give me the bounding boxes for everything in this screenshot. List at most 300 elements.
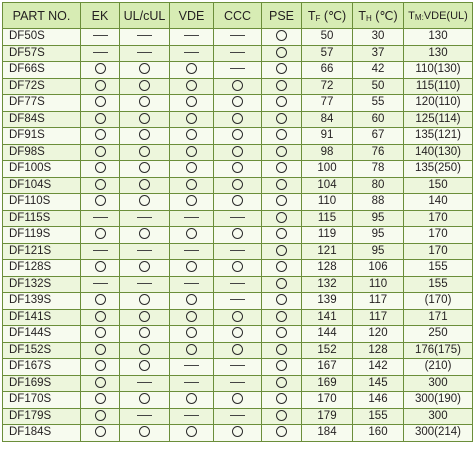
- tf-value-cell: 144: [302, 326, 353, 343]
- table-row: [3, 227, 473, 244]
- certified-circle-icon: [95, 179, 106, 190]
- ek-cell: [81, 78, 120, 95]
- vde-cell: [170, 45, 214, 62]
- part-number-cell: DF57S: [3, 45, 81, 62]
- vde-cell: [170, 342, 214, 359]
- certified-circle-icon: [276, 393, 287, 404]
- ul-cell: [120, 45, 170, 62]
- ek-cell: [81, 293, 120, 310]
- ek-cell: [81, 95, 120, 112]
- tm-value-cell: 170: [404, 210, 473, 227]
- ul-cell: [120, 326, 170, 343]
- part-number-cell: DF128S: [3, 260, 81, 277]
- table-row: [3, 194, 473, 211]
- table-row: [3, 293, 473, 310]
- certified-circle-icon: [276, 179, 287, 190]
- not-certified-dash-icon: [230, 299, 245, 300]
- certified-circle-icon: [276, 278, 287, 289]
- certified-circle-icon: [95, 377, 106, 388]
- ek-cell: [81, 210, 120, 227]
- certified-circle-icon: [276, 162, 287, 173]
- ul-cell: [120, 227, 170, 244]
- pse-cell: [262, 243, 302, 260]
- ccc-cell: [214, 359, 262, 376]
- part-number-cell: DF169S: [3, 375, 81, 392]
- ek-cell: [81, 276, 120, 293]
- tm-value-cell: 176(175): [404, 342, 473, 359]
- certified-circle-icon: [139, 80, 150, 91]
- ccc-cell: [214, 111, 262, 128]
- ul-cell: [120, 62, 170, 79]
- part-number-cell: DF66S: [3, 62, 81, 79]
- header-tf-unit: (℃): [320, 9, 347, 23]
- certified-circle-icon: [139, 228, 150, 239]
- vde-cell: [170, 243, 214, 260]
- certified-circle-icon: [186, 195, 197, 206]
- part-number-cell: DF77S: [3, 95, 81, 112]
- ccc-cell: [214, 408, 262, 425]
- not-certified-dash-icon: [93, 35, 108, 36]
- ek-cell: [81, 359, 120, 376]
- header-tf: [302, 3, 353, 29]
- ul-cell: [120, 95, 170, 112]
- tm-value-cell: 155: [404, 260, 473, 277]
- part-number-cell: DF152S: [3, 342, 81, 359]
- certified-circle-icon: [232, 228, 243, 239]
- ccc-cell: [214, 243, 262, 260]
- table-row: [3, 260, 473, 277]
- part-number-cell: DF100S: [3, 161, 81, 178]
- header-tm: [404, 3, 473, 29]
- certified-circle-icon: [139, 327, 150, 338]
- ul-cell: [120, 144, 170, 161]
- not-certified-dash-icon: [230, 217, 245, 218]
- not-certified-dash-icon: [137, 217, 152, 218]
- vde-cell: [170, 161, 214, 178]
- ul-cell: [120, 425, 170, 442]
- ek-cell: [81, 62, 120, 79]
- certified-circle-icon: [139, 113, 150, 124]
- ek-cell: [81, 326, 120, 343]
- th-value-cell: 60: [353, 111, 404, 128]
- vde-cell: [170, 359, 214, 376]
- ccc-cell: [214, 29, 262, 46]
- certified-circle-icon: [276, 146, 287, 157]
- ul-cell: [120, 128, 170, 145]
- certified-circle-icon: [276, 63, 287, 74]
- not-certified-dash-icon: [230, 365, 245, 366]
- vde-cell: [170, 29, 214, 46]
- certified-circle-icon: [139, 393, 150, 404]
- pse-cell: [262, 78, 302, 95]
- table-row: [3, 276, 473, 293]
- pse-cell: [262, 326, 302, 343]
- ek-cell: [81, 425, 120, 442]
- tm-value-cell: 135(250): [404, 161, 473, 178]
- header-vde: VDE: [170, 3, 214, 29]
- part-number-cell: DF84S: [3, 111, 81, 128]
- table-row: [3, 375, 473, 392]
- certified-circle-icon: [186, 146, 197, 157]
- part-number-cell: DF91S: [3, 128, 81, 145]
- tf-value-cell: 121: [302, 243, 353, 260]
- tf-value-cell: 152: [302, 342, 353, 359]
- table-row: [3, 210, 473, 227]
- not-certified-dash-icon: [137, 382, 152, 383]
- not-certified-dash-icon: [184, 35, 199, 36]
- ek-cell: [81, 111, 120, 128]
- vde-cell: [170, 144, 214, 161]
- pse-cell: [262, 392, 302, 409]
- not-certified-dash-icon: [184, 365, 199, 366]
- certified-circle-icon: [186, 426, 197, 437]
- certified-circle-icon: [139, 146, 150, 157]
- certified-circle-icon: [232, 311, 243, 322]
- th-value-cell: 95: [353, 243, 404, 260]
- not-certified-dash-icon: [184, 250, 199, 251]
- certified-circle-icon: [232, 393, 243, 404]
- tm-value-cell: 110(130): [404, 62, 473, 79]
- tm-value-cell: 130: [404, 45, 473, 62]
- certified-circle-icon: [276, 294, 287, 305]
- ccc-cell: [214, 45, 262, 62]
- tm-value-cell: 170: [404, 227, 473, 244]
- certified-circle-icon: [95, 426, 106, 437]
- vde-cell: [170, 62, 214, 79]
- table-row: [3, 78, 473, 95]
- certified-circle-icon: [139, 179, 150, 190]
- tf-value-cell: 57: [302, 45, 353, 62]
- table-row: [3, 62, 473, 79]
- tm-value-cell: 115(110): [404, 78, 473, 95]
- ek-cell: [81, 45, 120, 62]
- certified-circle-icon: [232, 96, 243, 107]
- certified-circle-icon: [232, 195, 243, 206]
- certified-circle-icon: [139, 96, 150, 107]
- tm-value-cell: 140(130): [404, 144, 473, 161]
- vde-cell: [170, 78, 214, 95]
- tf-value-cell: 119: [302, 227, 353, 244]
- pse-cell: [262, 293, 302, 310]
- header-tm-unit: VDE(UL): [423, 9, 468, 22]
- tm-value-cell: 155: [404, 276, 473, 293]
- tf-value-cell: 84: [302, 111, 353, 128]
- tf-value-cell: 50: [302, 29, 353, 46]
- certified-circle-icon: [139, 63, 150, 74]
- not-certified-dash-icon: [230, 283, 245, 284]
- tf-value-cell: 169: [302, 375, 353, 392]
- certified-circle-icon: [139, 360, 150, 371]
- certified-circle-icon: [95, 146, 106, 157]
- ccc-cell: [214, 95, 262, 112]
- tf-value-cell: 170: [302, 392, 353, 409]
- pse-cell: [262, 408, 302, 425]
- certified-circle-icon: [95, 80, 106, 91]
- certified-circle-icon: [276, 377, 287, 388]
- pse-cell: [262, 62, 302, 79]
- certified-circle-icon: [95, 195, 106, 206]
- th-value-cell: 145: [353, 375, 404, 392]
- ul-cell: [120, 408, 170, 425]
- part-number-cell: DF50S: [3, 29, 81, 46]
- th-value-cell: 146: [353, 392, 404, 409]
- tf-value-cell: 72: [302, 78, 353, 95]
- certified-circle-icon: [186, 129, 197, 140]
- pse-cell: [262, 177, 302, 194]
- pse-cell: [262, 359, 302, 376]
- certified-circle-icon: [276, 228, 287, 239]
- ccc-cell: [214, 375, 262, 392]
- certified-circle-icon: [276, 344, 287, 355]
- certified-circle-icon: [232, 129, 243, 140]
- ccc-cell: [214, 128, 262, 145]
- ek-cell: [81, 194, 120, 211]
- certified-circle-icon: [232, 80, 243, 91]
- not-certified-dash-icon: [93, 283, 108, 284]
- tm-value-cell: 300(190): [404, 392, 473, 409]
- tm-value-cell: 170: [404, 243, 473, 260]
- tm-value-cell: (170): [404, 293, 473, 310]
- header-ul: UL/cUL: [120, 3, 170, 29]
- table-row: [3, 243, 473, 260]
- ul-cell: [120, 359, 170, 376]
- tm-value-cell: 135(121): [404, 128, 473, 145]
- th-value-cell: 160: [353, 425, 404, 442]
- certified-circle-icon: [232, 344, 243, 355]
- th-value-cell: 78: [353, 161, 404, 178]
- th-value-cell: 37: [353, 45, 404, 62]
- part-number-cell: DF110S: [3, 194, 81, 211]
- ccc-cell: [214, 342, 262, 359]
- vde-cell: [170, 392, 214, 409]
- vde-cell: [170, 408, 214, 425]
- part-number-cell: DF98S: [3, 144, 81, 161]
- th-value-cell: 42: [353, 62, 404, 79]
- certified-circle-icon: [276, 30, 287, 41]
- vde-cell: [170, 227, 214, 244]
- table-row: [3, 95, 473, 112]
- table-row: [3, 359, 473, 376]
- not-certified-dash-icon: [137, 283, 152, 284]
- certified-circle-icon: [95, 162, 106, 173]
- ul-cell: [120, 194, 170, 211]
- table-row: [3, 29, 473, 46]
- ul-cell: [120, 392, 170, 409]
- ul-cell: [120, 111, 170, 128]
- part-number-cell: DF72S: [3, 78, 81, 95]
- pse-cell: [262, 375, 302, 392]
- certified-circle-icon: [276, 129, 287, 140]
- certified-circle-icon: [276, 261, 287, 272]
- ccc-cell: [214, 144, 262, 161]
- ek-cell: [81, 309, 120, 326]
- ek-cell: [81, 177, 120, 194]
- tm-value-cell: 171: [404, 309, 473, 326]
- vde-cell: [170, 375, 214, 392]
- tm-value-cell: 130: [404, 29, 473, 46]
- tf-value-cell: 91: [302, 128, 353, 145]
- table-row: [3, 392, 473, 409]
- ccc-cell: [214, 326, 262, 343]
- table-row: [3, 342, 473, 359]
- th-value-cell: 30: [353, 29, 404, 46]
- ccc-cell: [214, 227, 262, 244]
- certified-circle-icon: [139, 426, 150, 437]
- certified-circle-icon: [139, 195, 150, 206]
- vde-cell: [170, 293, 214, 310]
- not-certified-dash-icon: [93, 250, 108, 251]
- pse-cell: [262, 194, 302, 211]
- ul-cell: [120, 243, 170, 260]
- tf-value-cell: 139: [302, 293, 353, 310]
- table-header: [3, 3, 473, 29]
- tf-value-cell: 115: [302, 210, 353, 227]
- tf-value-cell: 104: [302, 177, 353, 194]
- header-th-main: T: [358, 9, 366, 23]
- vde-cell: [170, 177, 214, 194]
- part-number-cell: DF121S: [3, 243, 81, 260]
- certified-circle-icon: [186, 261, 197, 272]
- certified-circle-icon: [186, 228, 197, 239]
- not-certified-dash-icon: [184, 52, 199, 53]
- tm-value-cell: 300: [404, 375, 473, 392]
- tf-value-cell: 98: [302, 144, 353, 161]
- th-value-cell: 120: [353, 326, 404, 343]
- certified-circle-icon: [232, 261, 243, 272]
- not-certified-dash-icon: [230, 250, 245, 251]
- ek-cell: [81, 227, 120, 244]
- part-number-cell: DF179S: [3, 408, 81, 425]
- ul-cell: [120, 210, 170, 227]
- th-value-cell: 128: [353, 342, 404, 359]
- certified-circle-icon: [186, 80, 197, 91]
- certified-circle-icon: [232, 113, 243, 124]
- tf-value-cell: 184: [302, 425, 353, 442]
- certified-circle-icon: [232, 426, 243, 437]
- certified-circle-icon: [95, 228, 106, 239]
- not-certified-dash-icon: [137, 250, 152, 251]
- header-tm-sub: M:: [414, 12, 424, 22]
- header-tf-main: T: [307, 9, 316, 23]
- certified-circle-icon: [186, 162, 197, 173]
- ek-cell: [81, 392, 120, 409]
- pse-cell: [262, 227, 302, 244]
- certified-circle-icon: [95, 261, 106, 272]
- table-row: [3, 425, 473, 442]
- tm-value-cell: 300: [404, 408, 473, 425]
- part-number-cell: DF115S: [3, 210, 81, 227]
- header-th-unit: (℃): [371, 9, 398, 23]
- certified-circle-icon: [95, 63, 106, 74]
- ek-cell: [81, 375, 120, 392]
- tf-value-cell: 77: [302, 95, 353, 112]
- ul-cell: [120, 375, 170, 392]
- part-number-cell: DF119S: [3, 227, 81, 244]
- certified-circle-icon: [95, 129, 106, 140]
- ul-cell: [120, 342, 170, 359]
- ccc-cell: [214, 425, 262, 442]
- certified-circle-icon: [276, 327, 287, 338]
- not-certified-dash-icon: [230, 52, 245, 53]
- not-certified-dash-icon: [230, 35, 245, 36]
- certified-circle-icon: [276, 195, 287, 206]
- vde-cell: [170, 95, 214, 112]
- ccc-cell: [214, 392, 262, 409]
- certified-circle-icon: [186, 63, 197, 74]
- part-number-cell: DF104S: [3, 177, 81, 194]
- certified-circle-icon: [95, 360, 106, 371]
- certified-circle-icon: [95, 294, 106, 305]
- ul-cell: [120, 78, 170, 95]
- certified-circle-icon: [95, 344, 106, 355]
- vde-cell: [170, 260, 214, 277]
- ccc-cell: [214, 78, 262, 95]
- ccc-cell: [214, 177, 262, 194]
- header-tf-sub: F: [315, 14, 321, 23]
- part-number-cell: DF139S: [3, 293, 81, 310]
- th-value-cell: 50: [353, 78, 404, 95]
- part-number-cell: DF141S: [3, 309, 81, 326]
- th-value-cell: 95: [353, 210, 404, 227]
- table-row: [3, 111, 473, 128]
- ek-cell: [81, 161, 120, 178]
- tf-value-cell: 179: [302, 408, 353, 425]
- table-row: [3, 309, 473, 326]
- ccc-cell: [214, 309, 262, 326]
- pse-cell: [262, 161, 302, 178]
- ccc-cell: [214, 161, 262, 178]
- table-row: [3, 128, 473, 145]
- not-certified-dash-icon: [184, 382, 199, 383]
- certified-circle-icon: [276, 245, 287, 256]
- certified-circle-icon: [276, 426, 287, 437]
- pse-cell: [262, 128, 302, 145]
- ccc-cell: [214, 293, 262, 310]
- certified-circle-icon: [186, 311, 197, 322]
- part-number-cell: DF132S: [3, 276, 81, 293]
- header-tm-main: T: [408, 9, 415, 22]
- header-pse: PSE: [262, 3, 302, 29]
- tm-value-cell: (210): [404, 359, 473, 376]
- vde-cell: [170, 111, 214, 128]
- table-row: [3, 144, 473, 161]
- certified-circle-icon: [95, 113, 106, 124]
- tm-value-cell: 150: [404, 177, 473, 194]
- certified-circle-icon: [139, 129, 150, 140]
- certified-circle-icon: [186, 294, 197, 305]
- certified-circle-icon: [139, 311, 150, 322]
- tm-value-cell: 120(110): [404, 95, 473, 112]
- vde-cell: [170, 194, 214, 211]
- pse-cell: [262, 95, 302, 112]
- ek-cell: [81, 144, 120, 161]
- header-part-no: PART NO.: [3, 3, 81, 29]
- not-certified-dash-icon: [230, 382, 245, 383]
- ccc-cell: [214, 194, 262, 211]
- certified-circle-icon: [276, 212, 287, 223]
- ul-cell: [120, 260, 170, 277]
- tf-value-cell: 128: [302, 260, 353, 277]
- certified-circle-icon: [139, 261, 150, 272]
- certified-circle-icon: [95, 410, 106, 421]
- th-value-cell: 117: [353, 293, 404, 310]
- certified-circle-icon: [139, 294, 150, 305]
- ek-cell: [81, 243, 120, 260]
- tm-value-cell: 250: [404, 326, 473, 343]
- tf-value-cell: 66: [302, 62, 353, 79]
- ul-cell: [120, 276, 170, 293]
- tf-value-cell: 100: [302, 161, 353, 178]
